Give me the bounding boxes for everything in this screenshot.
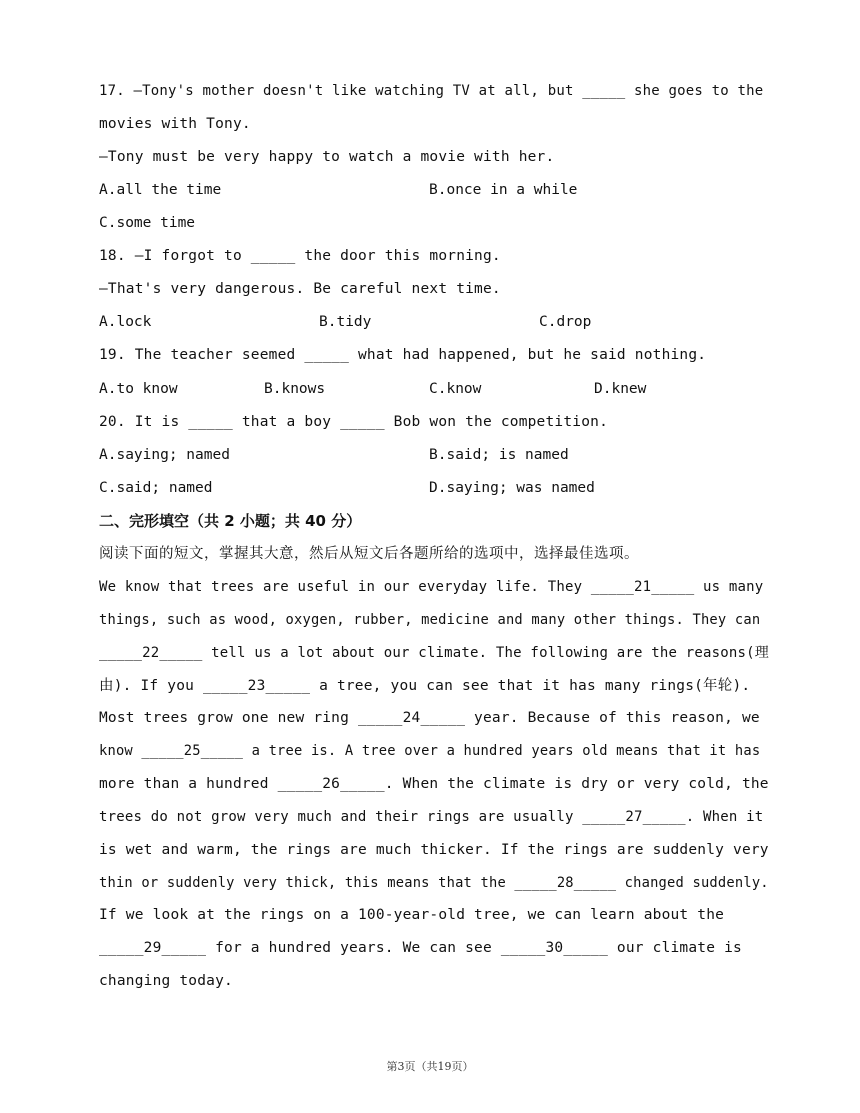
passage-line: trees do not grow very much and their rings are usually _____27_____. When it (99, 809, 764, 825)
q17-option-a: A.all the time (99, 182, 222, 198)
q18-line-2: —That's very dangerous. Be careful next time. (99, 281, 501, 297)
q19-option-a: A.to know (99, 381, 178, 397)
q18-option-b: B.tidy (319, 314, 372, 330)
q17-line-2: movies with Tony. (99, 116, 251, 132)
q17-option-c: C.some time (99, 215, 196, 231)
q19-option-b: B.knows (264, 381, 326, 397)
q19-option-c: C.know (429, 381, 482, 397)
passage-line: We know that trees are useful in our everyday life. They _____21_____ us many (99, 579, 764, 595)
passage-line: things, such as wood, oxygen, rubber, medicine and many other things. They can (99, 612, 761, 628)
q20-option-c: C.said; named (99, 480, 213, 496)
q18-line-1: 18. —I forgot to _____ the door this morning. (99, 248, 501, 264)
q19-line-1: 19. The teacher seemed _____ what had happened, but he said nothing. (99, 347, 707, 363)
section-heading: 二、完形填空（共 2 小题；共 40 分） (99, 512, 362, 530)
passage-line: is wet and warm, the rings are much thicker. If the rings are suddenly very (99, 842, 769, 858)
q20-option-d: D.saying; was named (429, 480, 595, 496)
section-instruction: 阅读下面的短文，掌握其大意，然后从短文后各题所给的选项中，选择最佳选项。 (99, 546, 639, 562)
q18-option-c: C.drop (539, 314, 592, 330)
q17-line-1: 17. —Tony's mother doesn't like watching TV at all, but _____ she goes to the (99, 83, 764, 99)
q18-option-a: A.lock (99, 314, 152, 330)
passage-line: If we look at the rings on a 100-year-old tree, we can learn about the (99, 907, 725, 923)
q20-option-b: B.said; is named (429, 447, 569, 463)
passage-line: 由). If you _____23_____ a tree, you can see that it has many rings(年轮). (99, 678, 751, 694)
passage-line: Most trees grow one new ring _____24_____ year. Because of this reason, we (99, 710, 760, 726)
passage-line: more than a hundred _____26_____. When the climate is dry or very cold, the (99, 776, 769, 792)
passage-line: _____22_____ tell us a lot about our climate. The following are the reasons(理 (99, 645, 769, 661)
passage-line: thin or suddenly very thick, this means that the _____28_____ changed suddenly. (99, 875, 769, 891)
page-footer: 第3页（共19页） (386, 1060, 474, 1073)
q17-line-3: —Tony must be very happy to watch a movie with her. (99, 149, 555, 165)
passage-line: know _____25_____ a tree is. A tree over a hundred years old means that it has (99, 743, 761, 759)
passage-line: changing today. (99, 973, 233, 989)
passage-line: _____29_____ for a hundred years. We can see _____30_____ our climate is (99, 940, 742, 956)
q17-option-b: B.once in a while (429, 182, 578, 198)
q19-option-d: D.knew (594, 381, 647, 397)
q20-line-1: 20. It is _____ that a boy _____ Bob won the competition. (99, 414, 608, 430)
q20-option-a: A.saying; named (99, 447, 230, 463)
